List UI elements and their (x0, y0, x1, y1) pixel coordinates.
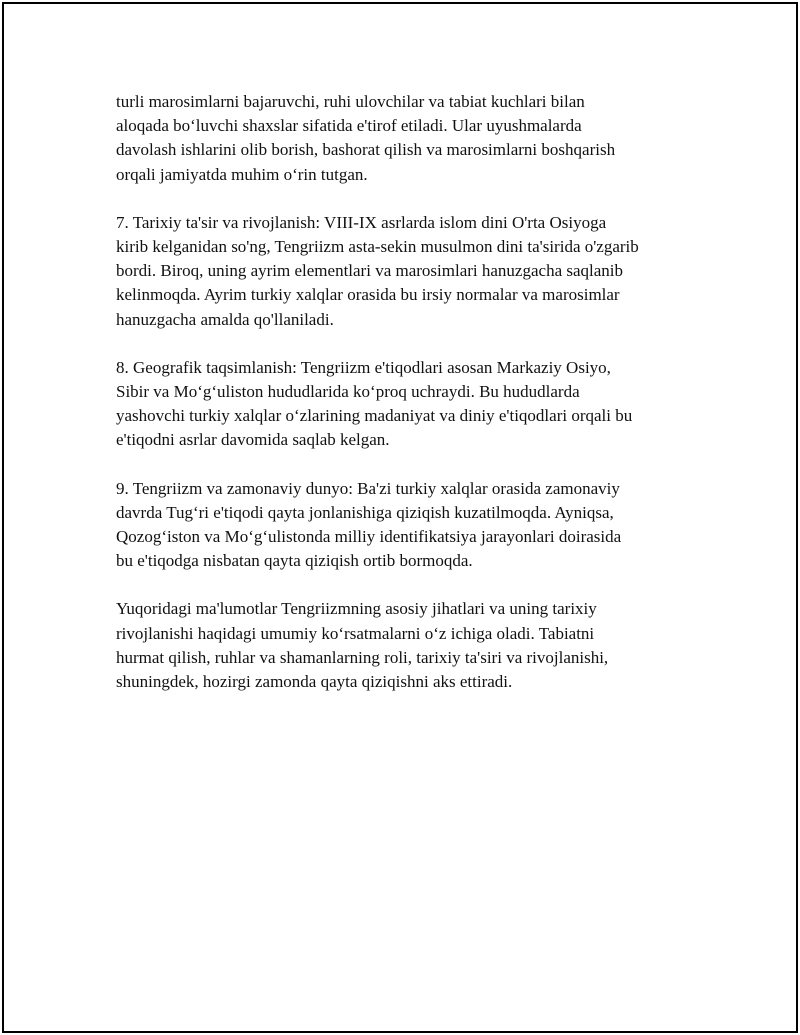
text-line: yashovchi turkiy xalqlar o‘zlarining madaniyat va diniy e'tiqodlari orqali bu (116, 406, 633, 426)
text-line: bordi. Biroq, uning ayrim elementlari va marosimlari hanuzgacha saqlanib (116, 261, 624, 281)
text-line: orqali jamiyatda muhim o‘rin tutgan. (116, 164, 368, 184)
text-line: kirib kelganidan so'ng, Tengriizm asta-sekin musulmon dini ta'sirida o'zgarib (116, 237, 639, 257)
text-line: Yuqoridagi ma'lumotlar Tengriizmning asosiy jihatlari va uning tarixiy (116, 599, 597, 619)
text-line: kelinmoqda. Ayrim turkiy xalqlar orasida bu irsiy normalar va marosimlar (116, 285, 620, 305)
text-line: hurmat qilish, ruhlar va shamanlarning roli, tarixiy ta'siri va rivojlanishi, (116, 647, 609, 667)
text-line: hanuzgacha amalda qo'llaniladi. (116, 309, 334, 329)
text-line: davrda Tug‘ri e'tiqodi qayta jonlanishiga qiziqish kuzatilmoqda. Ayniqsa, (116, 502, 614, 522)
text-line: aloqada bo‘luvchi shaxslar sifatida e'tirof etiladi. Ular uyushmalarda (116, 116, 582, 136)
text-line: Sibir va Mo‘g‘uliston hududlarida ko‘proq uchraydi. Bu hududlarda (116, 382, 580, 402)
paragraph-summary (116, 597, 706, 694)
paragraph-modern-world (116, 477, 706, 574)
document-body (116, 90, 706, 718)
text-line: rivojlanishi haqidagi umumiy ko‘rsatmalarni o‘z ichiga oladi. Tabiatni (116, 623, 595, 643)
text-line: davolash ishlarini olib borish, bashorat qilish va marosimlarni boshqarish (116, 140, 616, 160)
paragraph-geographic-distribution (116, 356, 706, 453)
text-line: e'tiqodni asrlar davomida saqlab kelgan. (116, 430, 390, 450)
text-line: 7. Tarixiy ta'sir va rivojlanish: VIII-IX asrlarda islom dini O'rta Osiyoga (116, 212, 607, 232)
paragraph-shamans (116, 90, 706, 187)
paragraph-historical-influence (116, 211, 706, 332)
text-line: turli marosimlarni bajaruvchi, ruhi ulovchilar va tabiat kuchlari bilan (116, 92, 585, 111)
text-line: shuningdek, hozirgi zamonda qayta qiziqishni aks ettiradi. (116, 672, 513, 692)
text-line: bu e'tiqodga nisbatan qayta qiziqish ortib bormoqda. (116, 551, 473, 571)
text-line: Qozog‘iston va Mo‘g‘ulistonda milliy identifikatsiya jarayonlari doirasida (116, 527, 622, 547)
text-line: 8. Geografik taqsimlanish: Tengriizm e'tiqodlari asosan Markaziy Osiyo, (116, 357, 611, 377)
text-line: 9. Tengriizm va zamonaviy dunyo: Ba'zi turkiy xalqlar orasida zamonaviy (116, 478, 620, 498)
